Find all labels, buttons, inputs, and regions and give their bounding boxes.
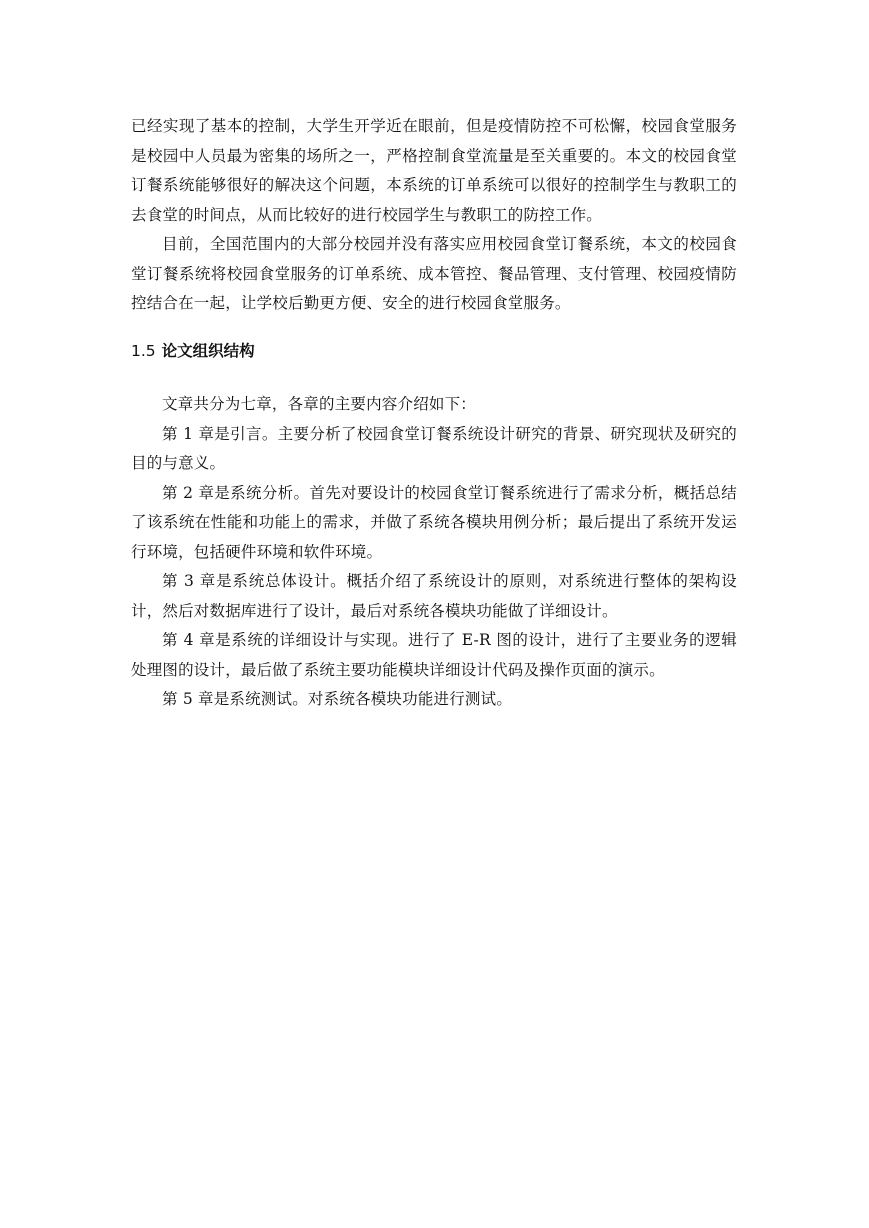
section-number: 1.5 (131, 341, 156, 360)
section-heading (131, 337, 737, 367)
paragraph-chapter-1: 第 1 章是引言。主要分析了校园食堂订餐系统设计研究的背景、研究现状及研究的目的与意义。 (131, 424, 737, 472)
paragraph-chapter-5: 第 5 章是系统测试。对系统各模块功能进行测试。 (162, 690, 513, 708)
paragraph-chapter-3: 第 3 章是系统总体设计。概括介绍了系统设计的原则，对系统进行整体的架构设计，然后对数据库进行了设计，最后对系统各模块功能做了详细设计。 (131, 572, 737, 620)
page-content (131, 112, 737, 715)
paragraph-chapter-2: 第 2 章是系统分析。首先对要设计的校园食堂订餐系统进行了需求分析，概括总结了该系统在性能和功能上的需求，并做了系统各模块用例分析；最后提出了系统开发运行环境，包括硬件环境和软件环境。 (131, 483, 737, 561)
section-title: 论文组织结构 (161, 341, 255, 360)
paragraph-chapter-4: 第 4 章是系统的详细设计与实现。进行了 E-R 图的设计，进行了主要业务的逻辑处理图的设计，最后做了系统主要功能模块详细设计代码及操作页面的演示。 (131, 631, 737, 679)
paragraph-current-status: 目前，全国范围内的大部分校园并没有落实应用校园食堂订餐系统，本文的校园食堂订餐系统将校园食堂服务的订单系统、成本管控、餐品管理、支付管理、校园疫情防控结合在一起，让学校后勤更方便、安全的进行校园食堂服务。 (131, 235, 737, 312)
paragraph-overview: 文章共分为七章，各章的主要内容介绍如下： (162, 395, 477, 413)
paragraph-continuation: 已经实现了基本的控制，大学生开学近在眼前，但是疫情防控不可松懈，校园食堂服务是校园中人员最为密集的场所之一，严格控制食堂流量是至关重要的。本文的校园食堂订餐系统能够很好的解决这个问题，本系统的订单系统可以很好的控制学生与教职工的去食堂的时间点，从而比较好的进行校园学生与教职工的防控工作。 (131, 117, 737, 224)
